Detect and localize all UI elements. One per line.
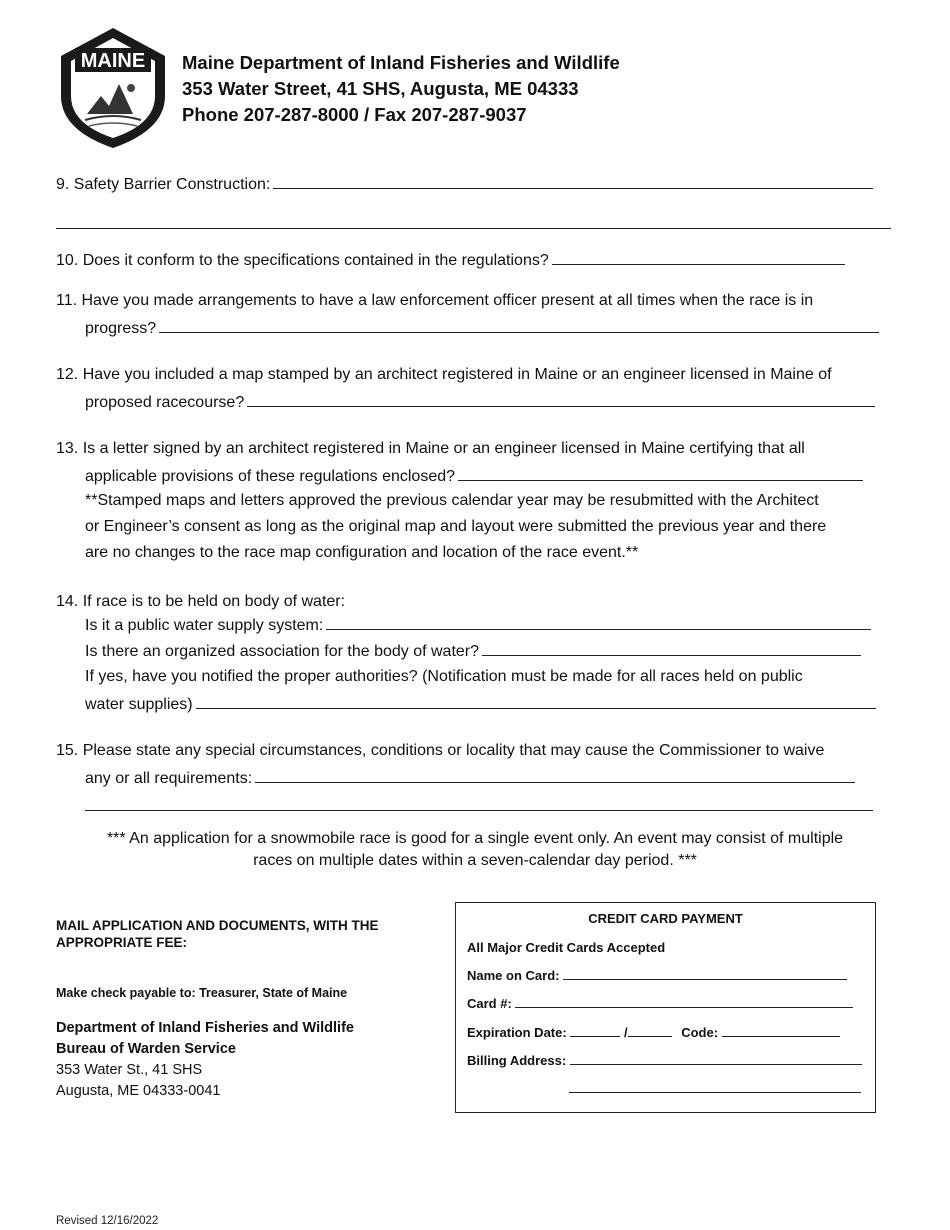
q13-answer-field[interactable] [458, 466, 863, 481]
q9-line [56, 174, 873, 194]
cc-number-label: Card #: [467, 996, 512, 1011]
q10-line [56, 250, 845, 270]
q14-public-supply-label: Is it a public water supply system: [85, 617, 324, 634]
mail-bureau: Bureau of Warden Service [56, 1041, 236, 1057]
check-payable-note: Make check payable to: Treasurer, State of Maine [56, 986, 348, 1000]
cc-exp-label: Expiration Date: [467, 1025, 567, 1040]
q14-association-label: Is there an organized association for the body of water? [85, 643, 480, 660]
q11-label: progress? [85, 320, 157, 337]
cc-code-field[interactable] [722, 1025, 840, 1037]
revised-date: Revised 12/16/2022 [56, 1215, 159, 1227]
cc-number-field[interactable] [515, 996, 853, 1008]
cc-name-row [467, 968, 847, 983]
notice-line-1: *** An application for a snowmobile race is good for a single event only. An event may consist of multiple [106, 830, 844, 847]
q15-answer-field[interactable] [255, 768, 855, 783]
q10-answer-field[interactable] [552, 250, 845, 265]
q14-association-field[interactable] [482, 641, 861, 656]
q14-line-1: 14. If race is to be held on body of water: [56, 593, 346, 610]
notice-line-2: races on multiple dates within a seven-calendar day period. *** [253, 852, 697, 869]
cc-number-row [467, 996, 853, 1011]
org-name: Maine Department of Inland Fisheries and Wildlife [182, 52, 620, 73]
mail-city: Augusta, ME 04333-0041 [56, 1083, 221, 1099]
cc-title: CREDIT CARD PAYMENT [588, 911, 743, 926]
cc-billing-row [467, 1053, 862, 1068]
q13-note-3: are no changes to the race map configuration and location of the race event.** [85, 544, 639, 561]
q13-line-2 [85, 466, 863, 486]
cc-billing-field-2[interactable] [569, 1081, 861, 1093]
q11-line-1: 11. Have you made arrangements to have a law enforcement officer present at all times when the race is in [56, 292, 814, 309]
q14-line-2 [85, 615, 871, 635]
q9-answer-line-2[interactable] [56, 228, 891, 229]
mail-heading: MAIL APPLICATION AND DOCUMENTS, WITH THE APPROPRIATE FEE: [56, 918, 379, 950]
cc-exp-row [467, 1025, 840, 1040]
cc-billing-label: Billing Address: [467, 1053, 567, 1068]
single-event-notice [60, 828, 890, 872]
q10-label: 10. Does it conform to the specifications contained in the regulations? [56, 252, 549, 269]
q13-line-1: 13. Is a letter signed by an architect registered in Maine or an engineer licensed in Maine certifying that all [56, 440, 805, 457]
org-address: 353 Water Street, 41 SHS, Augusta, ME 04333 [182, 78, 579, 99]
cc-billing-row-2 [569, 1081, 861, 1096]
q14-line-3 [85, 641, 861, 661]
q14-line-4: If yes, have you notified the proper authorities? (Notification must be made for all races held on public [85, 668, 803, 685]
q13-note-2: or Engineer’s consent as long as the original map and layout were submitted the previous year and there [85, 518, 827, 535]
mail-street: 353 Water St., 41 SHS [56, 1062, 203, 1078]
q11-answer-field[interactable] [159, 318, 879, 333]
q14-line-5 [85, 694, 876, 714]
cc-code-label: Code: [681, 1025, 719, 1040]
q13-note-1: **Stamped maps and letters approved the previous calendar year may be resubmitted with the Architect [85, 492, 819, 509]
q12-line-2 [85, 392, 875, 412]
seal-title: MAINE [80, 50, 146, 72]
q11-line-2 [85, 318, 879, 338]
q12-label: proposed racecourse? [85, 394, 245, 411]
cc-name-field[interactable] [563, 968, 847, 980]
org-phone: Phone 207-287-8000 / Fax 207-287-9037 [182, 104, 527, 125]
q13-label: applicable provisions of these regulations enclosed? [85, 468, 456, 485]
q15-answer-line-2[interactable] [85, 810, 873, 811]
q15-line-1: 15. Please state any special circumstances, conditions or locality that may cause the Commissioner to waive [56, 742, 825, 759]
q14-notified-field[interactable] [196, 694, 876, 709]
cc-accepted: All Major Credit Cards Accepted [467, 940, 666, 955]
q15-label: any or all requirements: [85, 770, 253, 787]
q14-public-supply-field[interactable] [326, 615, 871, 630]
q9-label: 9. Safety Barrier Construction: [56, 176, 271, 193]
cc-exp-separator: / [623, 1025, 628, 1040]
q9-answer-field[interactable] [273, 174, 873, 189]
q12-answer-field[interactable] [247, 392, 875, 407]
cc-exp-month-field[interactable] [570, 1025, 620, 1037]
q12-line-1: 12. Have you included a map stamped by an architect registered in Maine or an engineer licensed in Maine of [56, 366, 832, 383]
header-block [182, 50, 620, 128]
q15-line-2 [85, 768, 855, 788]
credit-card-box [455, 902, 876, 1113]
mailing-address [56, 1018, 354, 1102]
cc-name-label: Name on Card: [467, 968, 560, 983]
q14-notified-label: water supplies) [85, 696, 193, 713]
maine-seal-logo [57, 26, 169, 150]
cc-billing-field[interactable] [570, 1053, 862, 1065]
mail-dept: Department of Inland Fisheries and Wildlife [56, 1020, 354, 1036]
cc-exp-year-field[interactable] [628, 1025, 672, 1037]
